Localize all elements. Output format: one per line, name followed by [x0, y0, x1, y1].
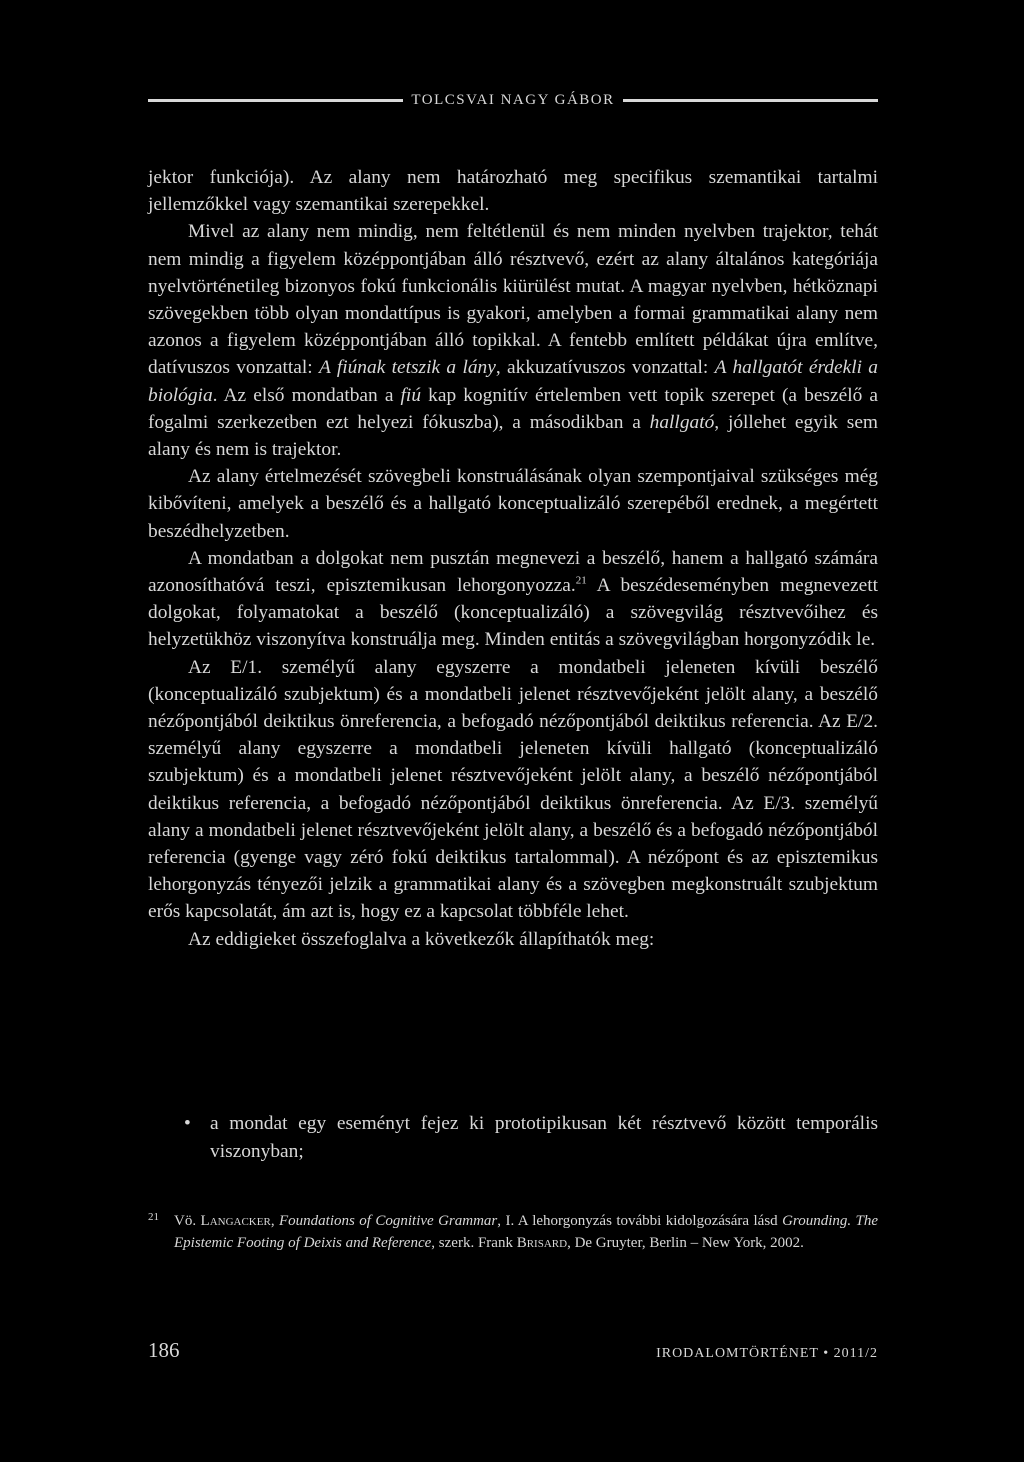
page — [148, 0, 878, 1462]
running-head-rule-right — [623, 99, 878, 102]
footnote-c: , I. A lehorgonyzás további kidolgozására lásd — [497, 1213, 778, 1229]
footnote-d: , szerk. Frank — [431, 1235, 513, 1251]
example-2: A hallgatót érdekli a biológia — [148, 357, 878, 406]
footnote-number: 21 — [148, 1211, 159, 1223]
journal-issue: IRODALOMTÖRTÉNET • 2011/2 — [656, 1346, 878, 1361]
paragraph-2-d: , jóllehet egyik sem alany és nem is trajektor. — [148, 411, 879, 461]
footnote-author-2: Brisard — [516, 1235, 568, 1251]
page-number: 186 — [148, 1338, 180, 1362]
running-head-author: TOLCSVAI NAGY GÁBOR — [411, 92, 615, 108]
paragraph-5 — [148, 654, 878, 926]
footnote-a: Vö. — [174, 1213, 197, 1229]
list-item-text: a mondat egy eseményt fejez ki prototipikusan két résztvevő között temporális viszonyban; — [210, 1113, 878, 1162]
running-head — [148, 92, 878, 109]
footnote-ref[interactable]: 21 — [575, 574, 587, 587]
paragraph-1 — [148, 164, 878, 218]
paragraph-6 — [148, 926, 878, 953]
footnote-body — [148, 1210, 878, 1254]
term-hallgato: hallgató — [649, 411, 715, 433]
page-footer — [148, 1338, 878, 1363]
paragraph-2-text: Mivel az alany nem mindig, nem feltétlenül és nem minden nyelvben trajektor, tehát nem mindig a figyelem középpontjában álló résztvevő, ezért az alany általános kategóriája nyelvtörténetileg bizonyos fokú funkcionális kiürülést mutat. A magyar nyelvben, hétköznapi szövegekben több olyan mondattípus is gyakori, amelyben a formai grammatikai alany nem azonos a figyelem középpontjában álló topikkal. A fentebb említett példákat újra említve, datívuszos vonzattal: — [148, 221, 878, 379]
footnote-title-2: Grounding. The Epistemic Footing of Deixis and Reference — [174, 1213, 879, 1251]
paragraph-1-text: jektor funkciója). Az alany nem határozható meg specifikus szemantikai tartalmi jellemzőkkel vagy szemantikai szerepekkel. — [148, 167, 878, 216]
paragraph-2-c: kap kognitív értelemben vett topik szerepet (a beszélő a fogalmi szerkezetben ezt helyezi fókuszba), a másodikban a — [148, 384, 878, 433]
paragraph-3 — [148, 463, 878, 545]
term-fiu: fiú — [400, 384, 422, 406]
paragraph-6-text: Az eddigieket összefoglalva a következők állapíthatók meg: — [188, 928, 655, 950]
paragraph-2 — [148, 218, 878, 463]
footnote-e: , De Gruyter, Berlin – New York, 2002. — [567, 1235, 804, 1251]
paragraph-4-a: A mondatban a dolgokat nem pusztán megnevezi a beszélő, hanem a hallgató számára azonosíthatóvá teszi, episztemikusan lehorgonyozza. — [148, 547, 878, 597]
footnote — [148, 1210, 878, 1254]
bullet-list — [148, 1110, 878, 1166]
footnote-b: , — [270, 1213, 275, 1229]
footnote-title-1: Foundations of Cognitive Grammar — [279, 1213, 498, 1229]
body-text — [148, 164, 878, 953]
running-head-rule-left — [148, 99, 403, 102]
list-item — [148, 1110, 878, 1166]
bullet-icon: • — [184, 1113, 191, 1134]
paragraph-2-mid: , akkuzatívuszos vonzattal: — [495, 357, 709, 379]
paragraph-2-b: . Az első mondatban a — [212, 384, 394, 406]
footnote-author-1: Langacker — [200, 1213, 271, 1229]
paragraph-4 — [148, 545, 878, 654]
paragraph-5-text: Az E/1. személyű alany egyszerre a mondatbeli jeleneten kívüli beszélő (konceptualizáló szubjektum) és a mondatbeli jelenet résztvevőjeként jelölt alany, a beszélő nézőpontjából deiktikus önreferencia, a befogadó nézőpontjából deiktikus referencia. Az E/2. személyű alany egyszerre a mondatbeli jeleneten kívüli hallgató (konceptualizáló szubjektum) és a mondatbeli jelenet résztvevőjeként jelölt alany, a beszélő nézőpontjából deiktikus referencia, a befogadó nézőpontjából deiktikus önreferencia. Az E/3. személyű alany a mondatbeli jelenet résztvevőjeként jelölt alany, a beszélő és a befogadó nézőpontjából referencia (gyenge vagy zéró fokú deiktikus tartalommal). A nézőpont és az episztemikus lehorgonyzás tényezői jelzik a grammatikai alany és a szövegben megkonstruált szubjektum erős kapcsolatát, ám azt is, hogy ez a kapcsolat többféle lehet. — [148, 656, 878, 923]
paragraph-3-text: Az alany értelmezését szövegbeli konstruálásának olyan szempontjaival szükséges még kibővíteni, amelyek a beszélő és a hallgató konceptualizáló szerepéből erednek, a megértett beszédhelyzetben. — [148, 466, 878, 542]
example-1: A fiúnak tetszik a lány — [319, 357, 496, 379]
paragraph-4-b: A beszédeseményben megnevezett dolgokat, folyamatokat a beszélő (konceptualizáló) a szövegvilág résztvevőihez és helyzetükhöz viszonyítva konstruálja meg. Minden entitás a szövegvilágban horgonyzódik le. — [148, 575, 879, 651]
